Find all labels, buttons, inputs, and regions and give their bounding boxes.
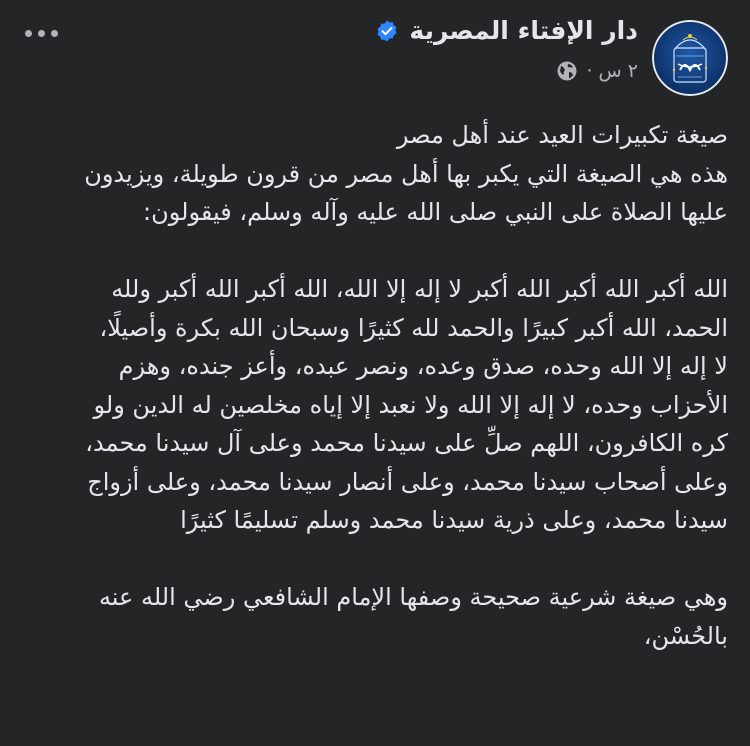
text-line: صيغة تكبيرات العيد عند أهل مصر — [396, 121, 728, 149]
text-line: وعلى أصحاب سيدنا محمد، وعلى أنصار سيدنا محمد، وعلى أزواج — [87, 467, 728, 496]
text-line: وهي صيغة شرعية صحيحة وصفها الإمام الشافعي رضي الله عنه — [98, 583, 728, 611]
text-line: سيدنا محمد، وعلى ذرية سيدنا محمد وسلم تسليمًا كثيرًا — [180, 506, 728, 534]
paragraph-gap — [22, 540, 728, 579]
verified-badge-icon — [375, 19, 399, 43]
text-line: الله أكبر الله أكبر الله أكبر لا إله إلا الله، الله أكبر الله أكبر ولله — [111, 275, 728, 303]
post-text — [22, 116, 728, 655]
page-avatar[interactable] — [652, 20, 728, 96]
globe-icon[interactable] — [556, 60, 578, 82]
author-name[interactable]: دار الإفتاء المصرية — [409, 16, 638, 45]
more-dot — [25, 30, 32, 37]
more-dot — [38, 30, 45, 37]
text-line: عليها الصلاة على النبي صلى الله عليه وآله وسلم، فيقولون: — [143, 198, 728, 226]
post-meta — [556, 60, 638, 82]
more-dot — [51, 30, 58, 37]
text-line: لا إله إلا الله وحده، صدق وعده، ونصر عبده، وأعز جنده، وهزم — [118, 352, 728, 380]
post-timestamp[interactable]: ٢ س · — [586, 60, 638, 82]
text-line: الأحزاب وحده، لا إله إلا الله ولا نعبد إلا إياه مخلصين له الدين ولو — [93, 390, 728, 419]
text-line: الحمد، الله أكبر كبيرًا والحمد لله كثيرًا وسبحان الله بكرة وأصيلًا، — [99, 313, 728, 342]
dar-al-ifta-logo-icon — [652, 20, 728, 96]
paragraph-gap — [22, 232, 728, 271]
text-line: كره الكافرون، اللهم صلِّ على سيدنا محمد وعلى آل سيدنا محمد، — [85, 429, 728, 457]
text-line: هذه هي الصيغة التي يكبر بها أهل مصر من قرون طويلة، ويزيدون — [84, 159, 728, 188]
post-author — [375, 16, 638, 45]
text-line: بالحُسْن، — [643, 621, 728, 650]
more-options-button[interactable] — [18, 18, 64, 48]
